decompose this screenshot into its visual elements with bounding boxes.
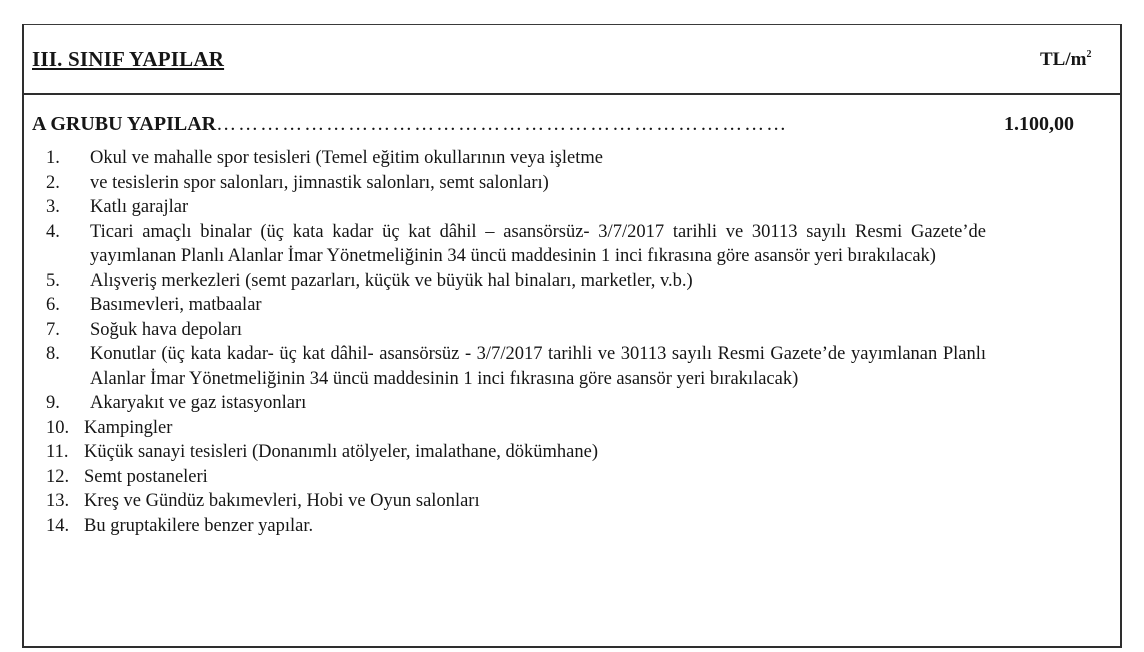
list-item bbox=[46, 489, 986, 514]
list-item bbox=[46, 220, 986, 269]
item-number: 13. bbox=[46, 491, 70, 511]
unit-superscript: 2 bbox=[1086, 49, 1092, 60]
item-text: Okul ve mahalle spor tesisleri (Temel eğitim okullarının veya işletme bbox=[90, 148, 603, 168]
item-text: ve tesislerin spor salonları, jimnastik salonları, semt salonları) bbox=[90, 172, 549, 193]
list-item bbox=[46, 416, 986, 441]
list-item bbox=[46, 171, 986, 196]
item-text: Kampingler bbox=[84, 417, 173, 438]
building-list bbox=[46, 146, 986, 538]
group-price: 1.100,00 bbox=[1004, 113, 1074, 135]
item-text: Konutlar (üç kata kadar- üç kat dâhil- asansörsüz - 3/7/2017 tarihli ve 30113 sayılı Resmi Gazete’de yayımlanan Planlı Alanlar İmar Yönetmeliğinin 34 üncü maddesinin 1 inci fıkrasına göre asansör yeri bırakılacak) bbox=[90, 344, 986, 389]
item-number: 11. bbox=[46, 442, 69, 462]
item-number: 10. bbox=[46, 417, 70, 438]
section-title: III. SINIF YAPILAR bbox=[32, 47, 225, 71]
item-number: 8. bbox=[46, 344, 60, 364]
item-number: 7. bbox=[46, 319, 60, 340]
item-number: 14. bbox=[46, 515, 70, 536]
item-text: Akaryakıt ve gaz istasyonları bbox=[90, 393, 307, 413]
list-item bbox=[46, 391, 986, 416]
list-item bbox=[46, 465, 986, 490]
item-number: 4. bbox=[46, 221, 60, 242]
item-number: 1. bbox=[46, 148, 60, 168]
item-number: 3. bbox=[46, 197, 60, 217]
group-heading bbox=[32, 113, 806, 136]
leader-dots: …………………………………………………………………… bbox=[216, 113, 789, 135]
group-title: A GRUBU YAPILAR bbox=[32, 113, 217, 135]
list-item bbox=[46, 318, 986, 343]
item-text: Semt postaneleri bbox=[84, 466, 208, 487]
item-text: Kreş ve Gündüz bakımevleri, Hobi ve Oyun salonları bbox=[84, 491, 480, 511]
item-text: Soğuk hava depoları bbox=[90, 319, 243, 340]
item-number: 2. bbox=[46, 172, 60, 193]
unit-label bbox=[1040, 49, 1091, 71]
list-item bbox=[46, 269, 986, 294]
list-item bbox=[46, 342, 986, 391]
list-item bbox=[46, 440, 986, 465]
item-number: 9. bbox=[46, 393, 60, 413]
unit-text: TL/m bbox=[1040, 49, 1087, 70]
table-header-row bbox=[24, 25, 1120, 95]
list-item bbox=[46, 293, 986, 318]
list-item bbox=[46, 514, 986, 539]
item-number: 5. bbox=[46, 270, 60, 291]
item-text: Basımevleri, matbaalar bbox=[90, 295, 262, 315]
list-item bbox=[46, 146, 986, 171]
item-number: 6. bbox=[46, 295, 60, 315]
item-text: Bu gruptakilere benzer yapılar. bbox=[84, 515, 314, 536]
item-text: Ticari amaçlı binalar (üç kata kadar üç kat dâhil – asansörsüz- 3/7/2017 tarihli ve 30113 sayılı Resmi Gazete’de yayımlanan Planlı Alanlar İmar Yönetmeliğinin 34 üncü maddesinin 1 inci fıkrasına göre asansör yeri bırakılacak) bbox=[90, 221, 986, 266]
item-text: Katlı garajlar bbox=[90, 197, 189, 217]
item-text: Alışveriş merkezleri (semt pazarları, küçük ve büyük hal binaları, marketler, v.b.) bbox=[90, 270, 693, 291]
item-text: Küçük sanayi tesisleri (Donanımlı atölyeler, imalathane, dökümhane) bbox=[84, 442, 599, 462]
item-number: 12. bbox=[46, 466, 70, 487]
list-item bbox=[46, 195, 986, 220]
